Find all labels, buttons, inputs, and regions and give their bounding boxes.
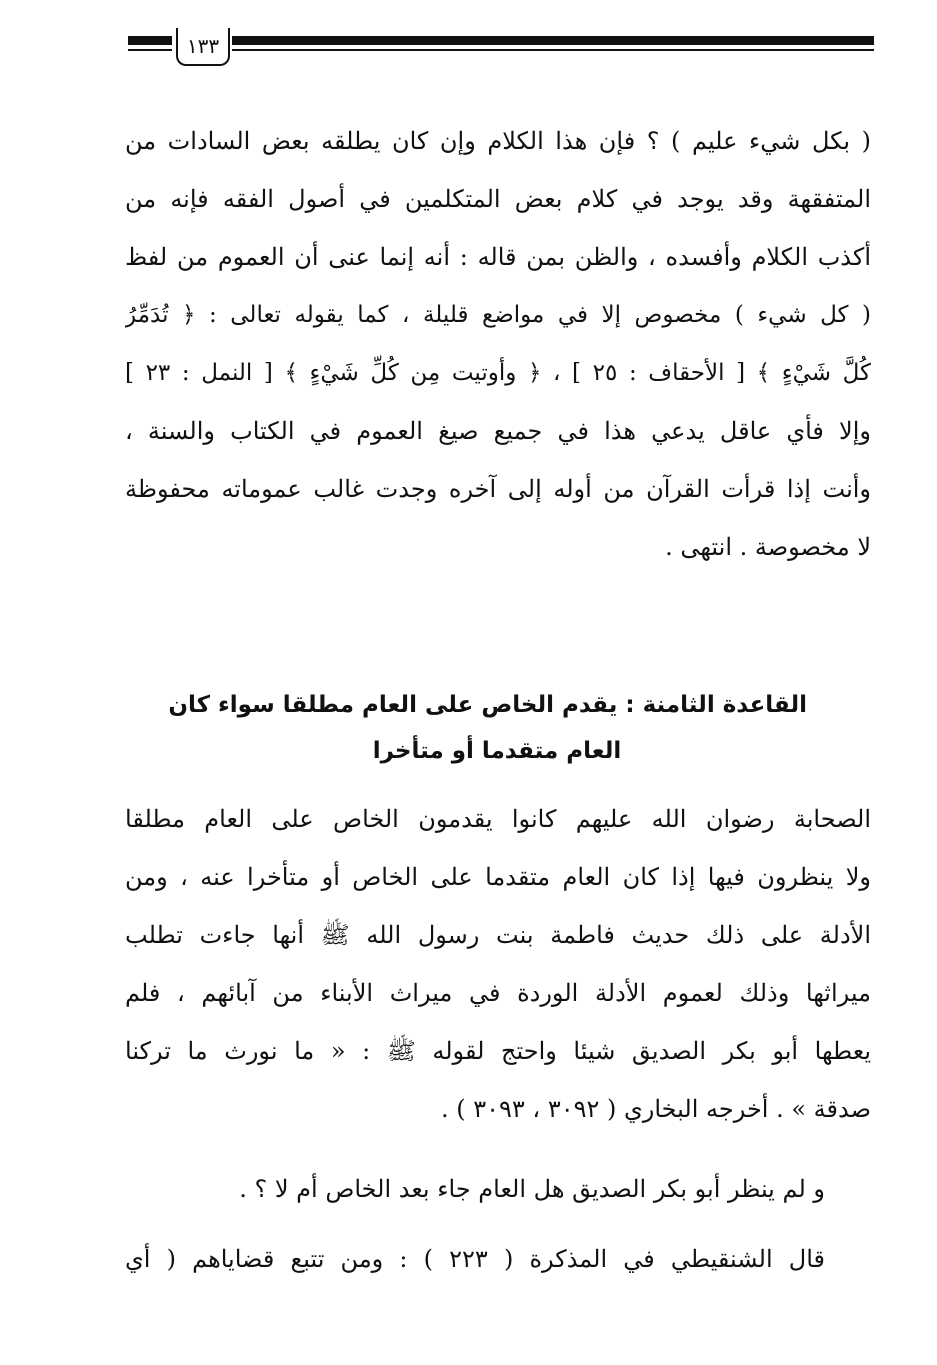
paragraph-4	[125, 1230, 871, 1288]
paragraph-2	[125, 790, 871, 1138]
paragraph-2-line: ميراثها وذلك لعموم الأدلة الوردة في ميراث الأبناء من آبائهم ، فلم	[125, 979, 871, 1007]
header-rule-left	[128, 36, 172, 54]
paragraph-1-line-verse-refs: كُلَّ شَيْءٍ ﴾ [ الأحقاف : ٢٥ ] ، ﴿ وأوتيت مِن كُلِّ شَيْءٍ ﴾ [ النمل : ٢٣ ]	[125, 360, 871, 386]
heading-title-part-2: العام متقدما أو متأخرا	[372, 738, 622, 764]
paragraph-1-line: ( كل شيء ) مخصوص إلا في مواضع قليلة ، كما يقوله تعالى : ﴿ تُدَمِّرُ	[125, 302, 871, 328]
paragraph-3-line: و لم ينظر أبو بكر الصديق هل العام جاء بعد الخاص أم لا ؟ .	[239, 1175, 825, 1203]
page-header	[128, 28, 874, 78]
heading-label: القاعدة الثامنة :	[625, 692, 807, 718]
header-rule-right	[232, 36, 874, 54]
paragraph-1-line: المتفقهة وقد يوجد في كلام بعض المتكلمين في أصول الفقه فإنه من	[125, 185, 871, 213]
paragraph-2-line: يعطها أبو بكر الصديق شيئا واحتج لقوله ﷺ : « ما نورث ما تركنا	[125, 1037, 871, 1065]
paragraph-1	[125, 112, 871, 576]
paragraph-1-line: وإلا فأي عاقل يدعي هذا في جميع صيغ العموم في الكتاب والسنة ،	[125, 417, 871, 445]
heading-line-1	[168, 682, 807, 728]
paragraph-2-line: ولا ينظرون فيها إذا كان العام متقدما على الخاص أو متأخرا عنه ، ومن	[125, 863, 871, 891]
page-number: ١٣٣	[176, 28, 230, 66]
paragraph-3	[125, 1160, 871, 1218]
section-heading	[168, 682, 807, 774]
paragraph-2-line: الأدلة على ذلك حديث فاطمة بنت رسول الله ﷺ أنها جاءت تطلب	[125, 921, 871, 949]
paragraph-1-line: وأنت إذا قرأت القرآن من أوله إلى آخره وجدت غالب عموماته محفوظة	[125, 475, 871, 503]
paragraph-1-line: أكذب الكلام وأفسده ، والظن بمن قاله : أنه إنما عنى أن العموم من لفظ	[125, 243, 871, 271]
paragraph-2-line: الصحابة رضوان الله عليهم كانوا يقدمون الخاص على العام مطلقا	[125, 805, 871, 833]
paragraph-1-line: ( بكل شيء عليم ) ؟ فإن هذا الكلام وإن كان يطلقه بعض السادات من	[125, 127, 871, 155]
paragraph-1-line: لا مخصوصة . انتهى .	[665, 533, 871, 561]
heading-title-part-1: يقدم الخاص على العام مطلقا سواء كان	[168, 692, 618, 718]
paragraph-4-line: قال الشنقيطي في المذكرة ( ٢٢٣ ) : ومن تتبع قضاياهم ( أي	[125, 1245, 825, 1273]
paragraph-2-line: صدقة » . أخرجه البخاري ( ٣٠٩٢ ، ٣٠٩٣ ) .	[440, 1095, 871, 1123]
